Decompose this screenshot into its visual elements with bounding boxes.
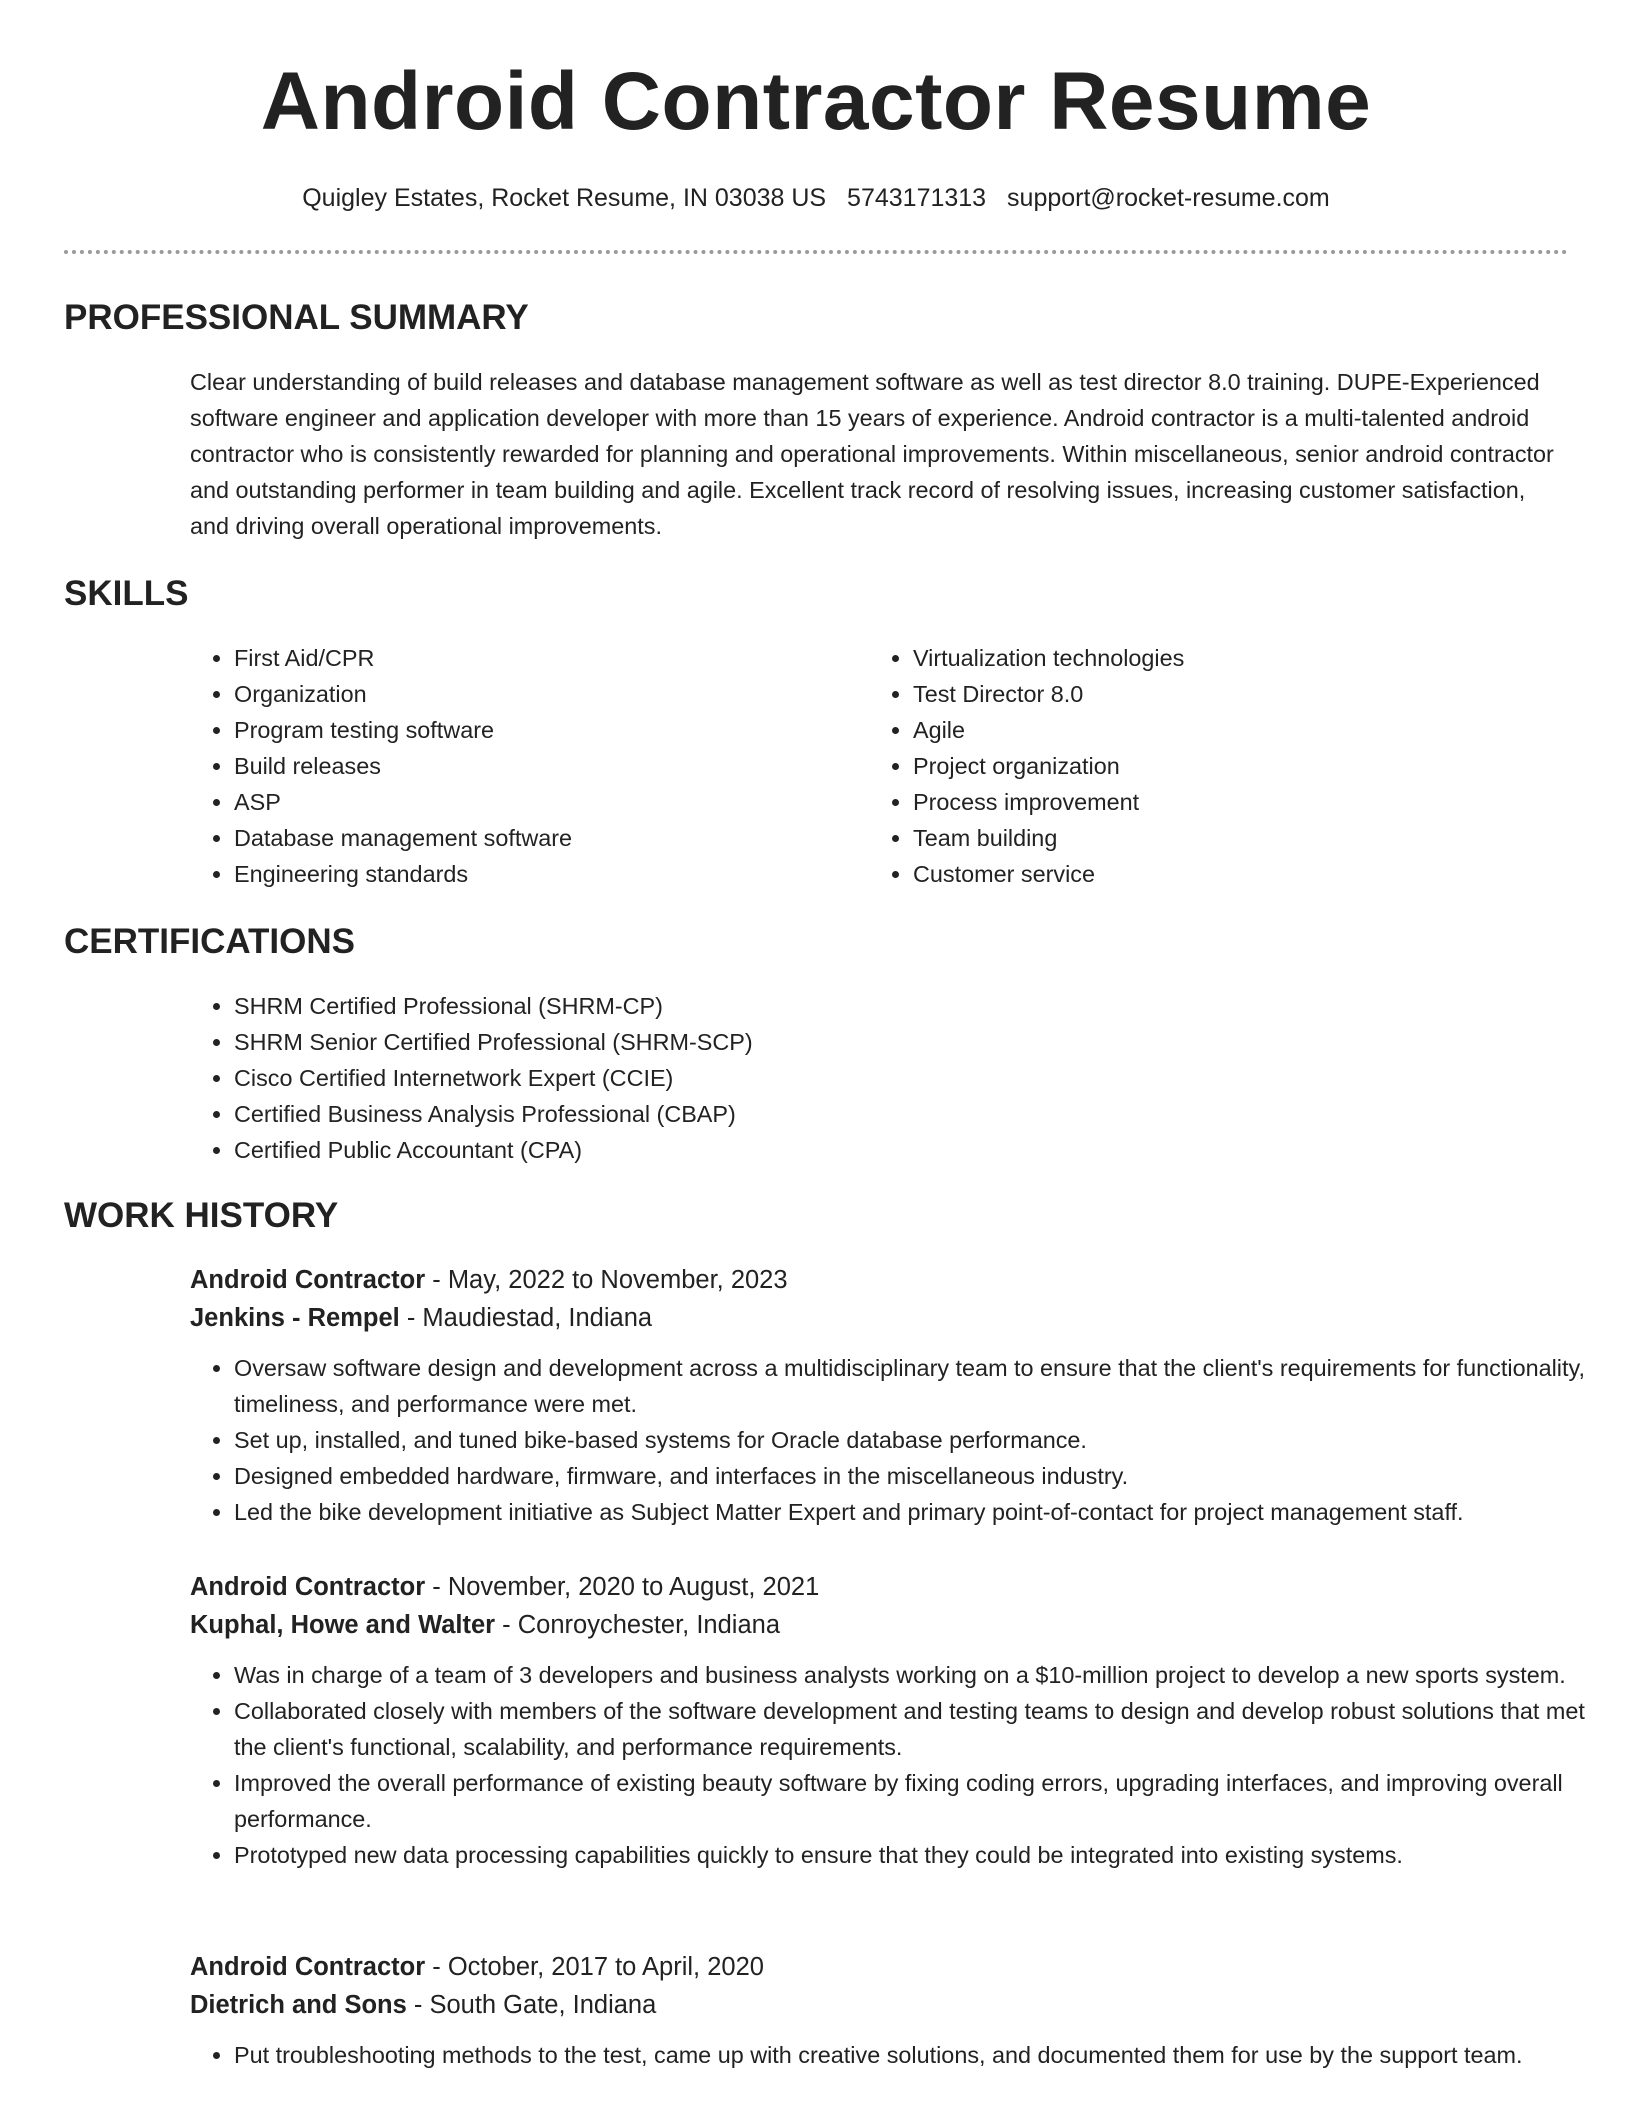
contact-email: support@rocket-resume.com [1007,184,1330,212]
skill-item: • Customer service [913,856,1533,892]
job-title: Android Contractor [190,1953,426,1981]
job-entry [190,1261,1590,1530]
skill-item: • Build releases [234,748,854,784]
skill-item: • Test Director 8.0 [913,676,1533,712]
certification-item: • Cisco Certified Internetwork Expert (CCIE) [234,1060,1534,1096]
contact-phone: 5743171313 [847,184,987,212]
job-title: Android Contractor [190,1266,426,1294]
job-bullet: • Led the bike development initiative as Subject Matter Expert and primary point-of-contact for project management staff. [234,1494,1590,1530]
job-title-line [190,1261,1590,1299]
job-entry [190,1948,1590,2073]
job-bullet: • Put troubleshooting methods to the test, came up with creative solutions, and documented them for use by the support team. [234,2037,1590,2073]
job-bullets [190,1350,1590,1530]
job-location: - Conroychester, Indiana [495,1611,781,1639]
skill-item: • Project organization [913,748,1533,784]
job-bullet: • Improved the overall performance of existing beauty software by fixing coding errors, upgrading interfaces, and improving overall performance. [234,1765,1590,1837]
skill-item: • First Aid/CPR [234,640,854,676]
contact-address: Quigley Estates, Rocket Resume, IN 03038 US [302,184,827,212]
resume-title: Android Contractor Resume [260,56,1372,147]
job-location: - South Gate, Indiana [406,1991,657,2019]
job-company: Kuphal, Howe and Walter [190,1611,496,1639]
skill-item: • Agile [913,712,1533,748]
job-title: Android Contractor [190,1573,426,1601]
skill-item: • Engineering standards [234,856,854,892]
skill-item: • Database management software [234,820,854,856]
job-bullet: • Was in charge of a team of 3 developers and business analysts working on a $10-million project to develop a new sports system. [234,1657,1590,1693]
skill-item: • Organization [234,676,854,712]
job-bullets [190,2037,1590,2073]
skills-heading: SKILLS [64,574,189,613]
job-title-line [190,1948,1590,1986]
certification-item: • SHRM Senior Certified Professional (SHRM-SCP) [234,1024,1534,1060]
summary-heading: PROFESSIONAL SUMMARY [64,298,529,337]
job-location: - Maudiestad, Indiana [399,1304,653,1332]
job-dates: - October, 2017 to April, 2020 [425,1953,764,1981]
job-bullet: • Set up, installed, and tuned bike-based systems for Oracle database performance. [234,1422,1590,1458]
work-history-heading: WORK HISTORY [64,1196,339,1235]
skills-list-left [190,640,854,892]
job-bullet: • Collaborated closely with members of the software development and testing teams to design and develop robust solutions that met the client's functional, scalability, and performance requirements. [234,1693,1590,1765]
header-divider [64,250,1568,254]
job-company: Jenkins - Rempel [190,1304,400,1332]
job-dates: - November, 2020 to August, 2021 [425,1573,820,1601]
job-bullet: • Oversaw software design and development across a multidisciplinary team to ensure that the client's requirements for functionality, timeliness, and performance were met. [234,1350,1590,1422]
job-company-line [190,1299,1590,1337]
job-bullet: • Designed embedded hardware, firmware, and interfaces in the miscellaneous industry. [234,1458,1590,1494]
skills-list-right [869,640,1533,892]
skill-item: • ASP [234,784,854,820]
certification-item: • SHRM Certified Professional (SHRM-CP) [234,988,1534,1024]
job-company: Dietrich and Sons [190,1991,407,2019]
skill-item: • Process improvement [913,784,1533,820]
contact-line [0,180,1632,216]
job-bullet: • Prototyped new data processing capabilities quickly to ensure that they could be integrated into existing systems. [234,1837,1590,1873]
job-title-line [190,1568,1590,1606]
certifications-list [190,988,1534,1168]
certifications-heading: CERTIFICATIONS [64,922,356,961]
skill-item: • Virtualization technologies [913,640,1533,676]
job-entry [190,1568,1590,1873]
summary-text: Clear understanding of build releases and database management software as well as test director 8.0 training. DUPE-Experienced software engineer and application developer with more than 15 years of experience. Android contractor is a multi-talented android contractor who is consistently rewarded for planning and operational improvements. Within miscellaneous, senior android contractor and outstanding performer in team building and agile. Excellent track record of resolving issues, increasing customer satisfaction, and driving overall operational improvements. [190,369,1554,539]
job-company-line [190,1606,1590,1644]
skill-item: • Team building [913,820,1533,856]
certification-item: • Certified Business Analysis Professional (CBAP) [234,1096,1534,1132]
job-dates: - May, 2022 to November, 2023 [425,1266,788,1294]
job-company-line [190,1986,1590,2024]
certification-item: • Certified Public Accountant (CPA) [234,1132,1534,1168]
job-bullets [190,1657,1590,1873]
skill-item: • Program testing software [234,712,854,748]
